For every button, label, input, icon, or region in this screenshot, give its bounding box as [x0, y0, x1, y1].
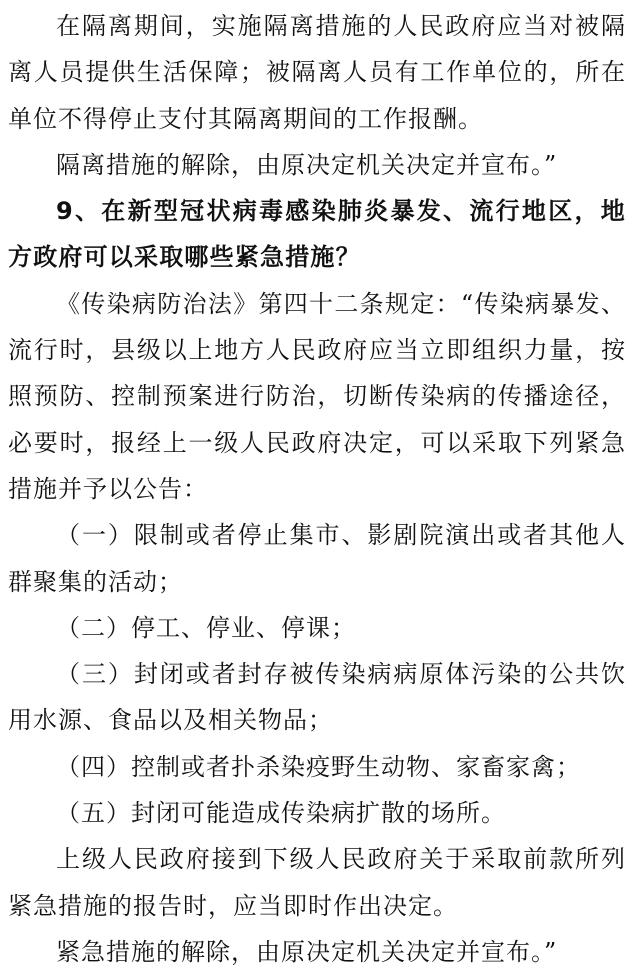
paragraph-law-article-42: 《传染病防治法》第四十二条规定：“传染病暴发、流行时，县级以上地方人民政府应当立即组织力量，按照预防、控制预案进行防治，切断传染病的传播途径，必要时，报经上一级人民政府决定，可以采取下列紧急措施并予以公告：: [8, 289, 626, 503]
paragraph-isolation-release: 隔离措施的解除，由原决定机关决定并宣布。”: [56, 150, 558, 179]
paragraph-isolation-support: 在隔离期间，实施隔离措施的人民政府应当对被隔离人员提供生活保障；被隔离人员有工作单位的，所在单位不得停止支付其隔离期间的工作报酬。: [8, 12, 626, 133]
list-item-measure-5: （五）封闭可能造成传染病扩散的场所。: [56, 799, 506, 828]
paragraph-superior-decision: 上级人民政府接到下级人民政府关于采取前款所列紧急措施的报告时，应当即时作出决定。: [8, 845, 626, 920]
question-heading: 9、在新型冠状病毒感染肺炎暴发、流行地区，地方政府可以采取哪些紧急措施？: [8, 197, 626, 272]
list-item-measure-1: （一）限制或者停止集市、影剧院演出或者其他人群聚集的活动；: [8, 521, 626, 596]
list-item-measure-2: （二）停工、停业、停课；: [56, 613, 356, 642]
list-item-measure-4: （四）控制或者扑杀染疫野生动物、家畜家禽；: [56, 752, 581, 781]
list-item-measure-3: （三）封闭或者封存被传染病病原体污染的公共饮用水源、食品以及相关物品；: [8, 660, 626, 735]
paragraph-emergency-release: 紧急措施的解除，由原决定机关决定并宣布。”: [56, 937, 558, 966]
